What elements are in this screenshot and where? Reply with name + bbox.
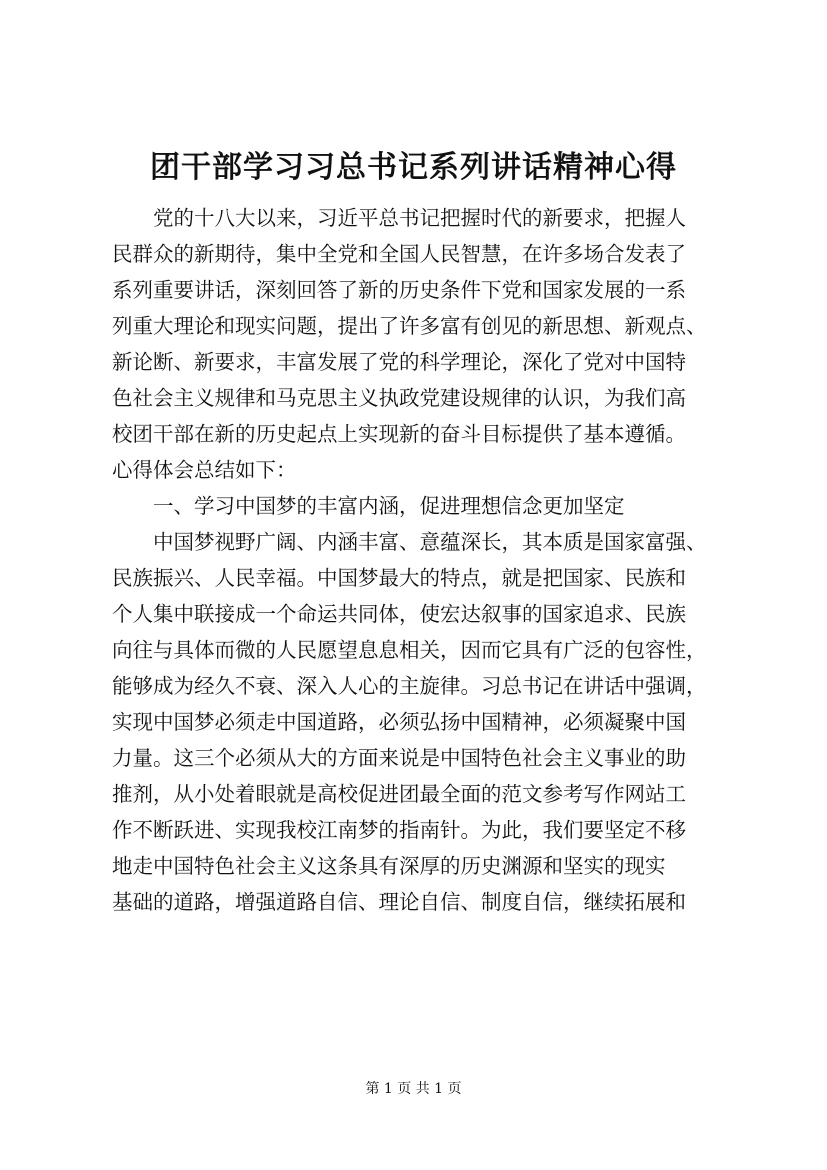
body-line: 向往与具体而微的人民愿望息息相关，因而它具有广泛的包容性， [112,638,707,662]
body-line: 党的十八大以来，习近平总书记把握时代的新要求，把握人 [112,206,686,230]
body-line: 校团干部在新的历史起点上实现新的奋斗目标提供了基本遵循。 [112,422,686,446]
page-number-footer: 第 1 页 共 1 页 [365,1081,462,1097]
section-heading: 一、学习中国梦的丰富内涵，促进理想信念更加坚定 [112,494,625,518]
body-line: 民群众的新期待，集中全党和全国人民智慧，在许多场合发表了 [112,242,686,266]
body-line: 系列重要讲话，深刻回答了新的历史条件下党和国家发展的一系 [112,278,686,302]
body-line: 地走中国特色社会主义这条具有深厚的历史渊源和坚实的现实 [112,854,666,878]
document-title: 团干部学习习总书记系列讲话精神心得 [150,150,677,185]
body-line: 能够成为经久不衰、深入人心的主旋律。习总书记在讲话中强调， [112,674,707,698]
body-line: 色社会主义规律和马克思主义执政党建设规律的认识，为我们高 [112,386,686,410]
body-line: 基础的道路，增强道路自信、理论自信、制度自信，继续拓展和 [112,890,686,914]
body-line: 新论断、新要求，丰富发展了党的科学理论，深化了党对中国特 [112,350,686,374]
body-line: 实现中国梦必须走中国道路，必须弘扬中国精神，必须凝聚中国 [112,710,686,734]
body-line: 推剂，从小处着眼就是高校促进团最全面的范文参考写作网站工 [112,782,686,806]
body-line: 列重大理论和现实问题，提出了许多富有创见的新思想、新观点、 [112,314,707,338]
document-body [112,200,724,920]
body-line: 心得体会总结如下： [112,458,297,482]
body-line: 力量。这三个必须从大的方面来说是中国特色社会主义事业的助 [112,746,686,770]
body-line: 作不断跃进、实现我校江南梦的指南针。为此，我们要坚定不移 [112,818,686,842]
body-line: 个人集中联接成一个命运共同体，使宏达叙事的国家追求、民族 [112,602,686,626]
body-line: 民族振兴、人民幸福。中国梦最大的特点，就是把国家、民族和 [112,566,686,590]
body-line: 中国梦视野广阔、内涵丰富、意蕴深长，其本质是国家富强、 [112,530,707,554]
